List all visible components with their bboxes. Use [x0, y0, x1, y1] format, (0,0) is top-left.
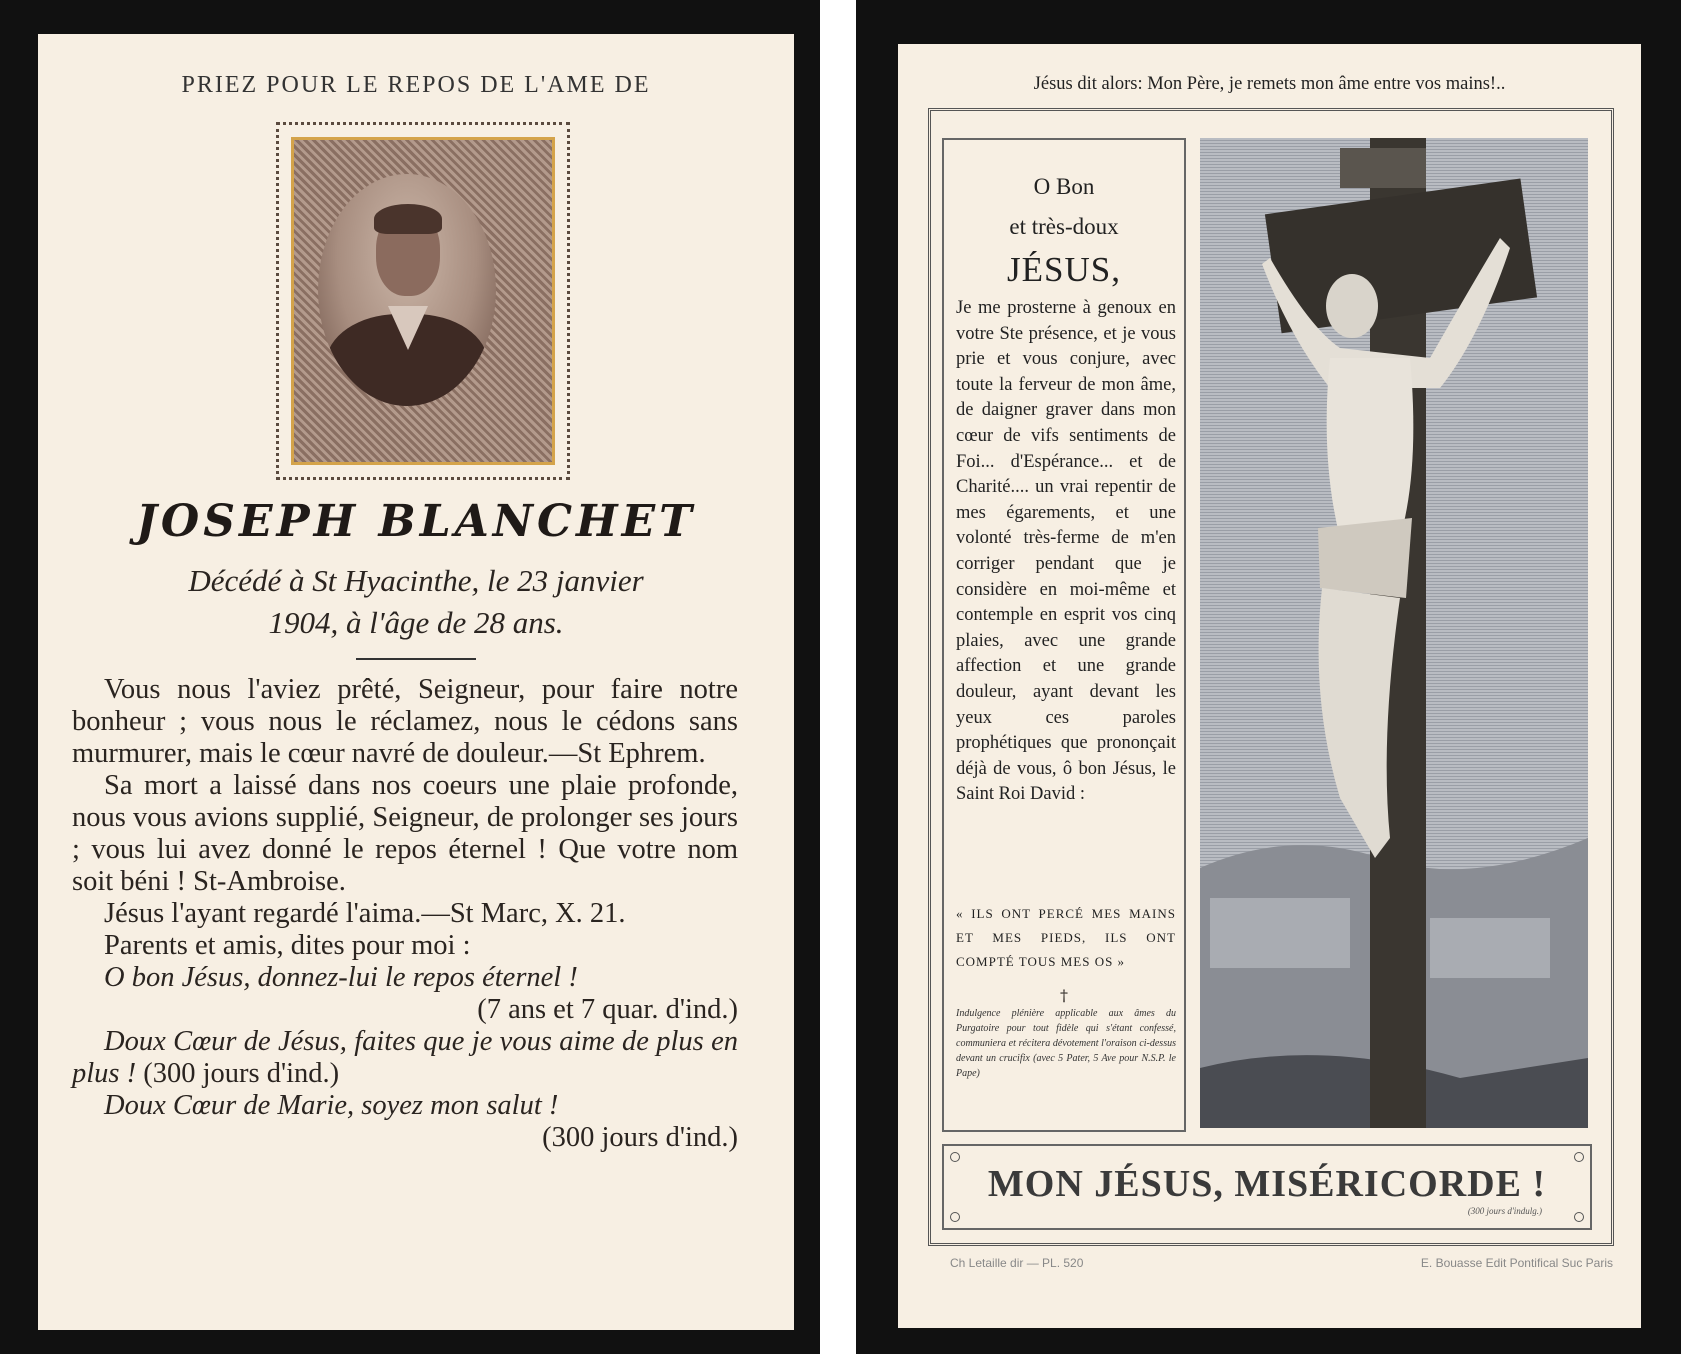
prayer-sacred-heart — [72, 1026, 738, 1090]
paragraph-ephrem: Vous nous l'aviez prêté, Seigneur, pour faire notre bonheur ; vous nous le réclamez, nous le cédons sans murmurer, mais le cœur navré de douleur.—St Ephrem. — [72, 674, 738, 769]
card-header: Jésus dit alors: Mon Père, je remets mon âme entre vos mains!.. — [1033, 74, 1506, 94]
divider-rule — [356, 658, 476, 660]
mercy-indulgence: (300 jours d'indulg.) — [1467, 1206, 1542, 1216]
death-details-line1: Décédé à St Hyacinthe, le 23 janvier — [188, 563, 644, 598]
memorial-card-left — [0, 0, 820, 1354]
crucifix-engraving — [1200, 138, 1588, 1128]
death-details-line2: 1904, à l'âge de 28 ans. — [268, 605, 564, 640]
portrait-photo — [318, 174, 496, 406]
card-header: PRIEZ POUR LE REPOS DE L'AME DE — [181, 72, 651, 98]
mercy-banner — [942, 1144, 1592, 1230]
indulgence-note-2: (300 jours d'ind.) — [143, 1058, 340, 1089]
prayer-title-line3: JÉSUS, — [1007, 250, 1121, 289]
christ-torso — [1327, 358, 1414, 538]
prayer-title-line2: et très-doux — [1009, 214, 1119, 239]
prophetic-quote: « ILS ONT PERCÉ MES MAINS ET MES PIEDS, ILS ONT COMPTÉ TOUS MES OS » — [956, 906, 1176, 969]
memorial-text — [72, 674, 738, 1154]
cross-mark: † — [1060, 986, 1068, 1005]
card-paper — [38, 34, 794, 1330]
card-paper — [898, 44, 1641, 1328]
rivet-bottom-left — [950, 1212, 960, 1222]
paragraph-invocation: Parents et amis, dites pour moi : — [104, 930, 471, 961]
paragraph-ambroise: Sa mort a laissé dans nos coeurs une plaie profonde, nous vous avions supplié, Seigneur, de prolonger ses jours ; vous lui avez donné le repos éternel ! Que votre nom soit béni ! St-Ambroise. — [72, 770, 738, 897]
cross-titulus — [1340, 148, 1426, 188]
printer-credit: Ch Letaille dir — PL. 520 — [950, 1256, 1084, 1270]
portrait-hair — [374, 204, 442, 234]
memorial-card-right — [856, 0, 1681, 1354]
mercy-invocation: MON JÉSUS, MISÉRICORDE ! — [987, 1163, 1547, 1205]
death-details — [78, 560, 754, 644]
portrait-border — [291, 137, 555, 465]
prayer-body: Je me prosterne à genoux en votre Ste présence, et je vous prie et vous conjure, avec toute la ferveur de mon âme, de daigner graver dans mon cœur de vifs sentiments de Foi... d'Espérance... et de Charité.... un vrai repentir de mes égarements, et une volonté très-ferme de m'en corriger pendant que je considère en moi-même et contemple en esprit vos cinq plaies, avec une grande affection et une grande douleur, ayant devant les yeux ces paroles prophétiques que prononçait déjà de vous, ô bon Jésus, le Saint Roi David : — [956, 298, 1176, 805]
prayer-title-line1: O Bon — [1033, 174, 1095, 199]
prayer-mary: Doux Cœur de Marie, soyez mon salut ! — [104, 1090, 559, 1121]
rivet-top-left — [950, 1152, 960, 1162]
deceased-name: JOSEPH BLANCHET — [136, 496, 696, 547]
prayer-box — [942, 138, 1186, 1132]
indulgence-note-1: (7 ans et 7 quar. d'ind.) — [477, 994, 738, 1025]
portrait-frame — [276, 122, 570, 480]
paragraph-marc: Jésus l'ayant regardé l'aima.—St Marc, X. 21. — [104, 898, 626, 929]
christ-loincloth — [1318, 518, 1412, 598]
prayer-jesus: O bon Jésus, donnez-lui le repos éternel ! — [104, 962, 578, 993]
rivet-top-right — [1574, 1152, 1584, 1162]
indulgence-note-3: (300 jours d'ind.) — [542, 1122, 738, 1153]
publisher-credit: E. Bouasse Edit Pontifical Suc Paris — [1420, 1256, 1613, 1270]
prayer-sacred-heart-text: Doux Cœur de Jésus, faites que je vous aime de plus en plus ! — [72, 1026, 738, 1089]
town-buildings-right — [1430, 918, 1550, 978]
christ-head — [1326, 274, 1378, 338]
crucifix-illustration — [1200, 138, 1588, 1128]
indulgence-note: Indulgence plénière applicable aux âmes du Purgatoire pour tout fidèle qui s'étant confessé, communiera et récitera dévotement l'oraison ci-dessus devant un crucifix (avec 5 Pater, 5 Ave pour N.S.P. le Pape) — [956, 1008, 1176, 1079]
town-buildings — [1210, 898, 1350, 968]
rivet-bottom-right — [1574, 1212, 1584, 1222]
